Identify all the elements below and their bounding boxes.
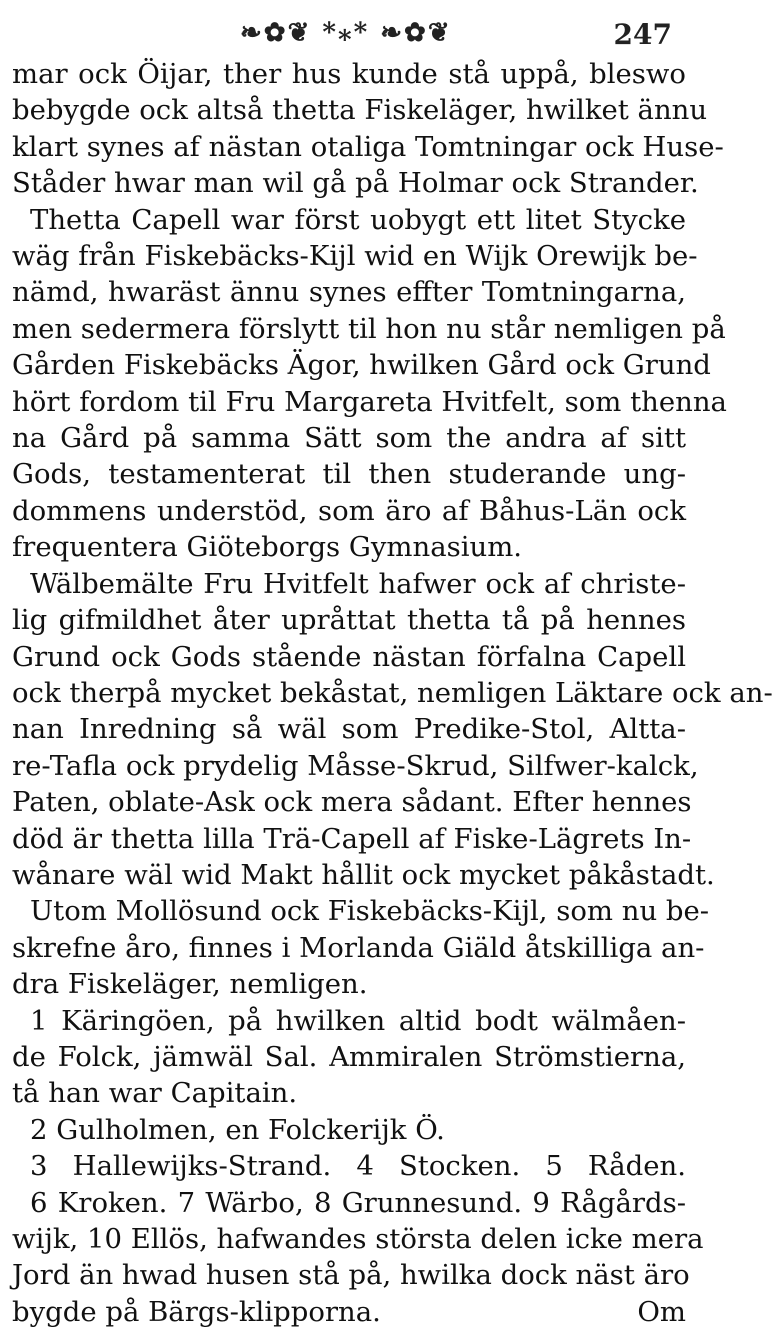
- text-line: skrefne åro, finnes i Morlanda Giäld åtskilliga an-: [12, 931, 705, 964]
- text-line: 6 Kroken. 7 Wärbo, 8 Grunnesund. 9 Rågårds-: [30, 1186, 686, 1219]
- header-ornament: ❧✿❦ *⁎* ❧✿❦: [240, 18, 452, 48]
- body-text: [12, 56, 773, 1330]
- text-line: dommens understöd, som äro af Båhus-Län ock: [12, 494, 686, 527]
- text-line: ock therpå mycket bekåstat, nemligen Läktare ock an-: [12, 676, 773, 709]
- text-line: Gården Fiskebäcks Ägor, hwilken Gård ock Grund: [12, 349, 711, 382]
- text-line: bebygde ock altså thetta Fiskeläger, hwilket ännu: [12, 94, 708, 127]
- text-line: nan Inredning så wäl som Predike-Stol, Altta-: [12, 713, 686, 746]
- last-line-row: [12, 1294, 686, 1330]
- text-line: frequentera Giöteborgs Gymnasium.: [12, 531, 523, 564]
- text-line: mar ock Öijar, ther hus kunde stå uppå, bleswo: [12, 58, 686, 90]
- text-line: hört fordom til Fru Margareta Hvitfelt, som thenna: [12, 385, 727, 418]
- text-line: tå han war Capitain.: [12, 1077, 298, 1110]
- text-line: bygde på Bärgs-klipporna.: [12, 1295, 381, 1328]
- text-line: men sedermera förslytt til hon nu står nemligen på: [12, 312, 726, 345]
- page-number: 247: [613, 18, 672, 51]
- text-line: Utom Mollösund ock Fiskebäcks-Kijl, som nu be-: [30, 895, 710, 928]
- catchword: Om: [637, 1295, 686, 1328]
- text-line: Thetta Capell war först uobygt ett litet Stycke: [30, 203, 686, 236]
- text-line: 1 Käringöen, på hwilken altid bodt wälmåen-: [30, 1004, 686, 1037]
- page-header: [12, 8, 686, 56]
- text-line: dra Fiskeläger, nemligen.: [12, 968, 368, 1001]
- text-line: wäg från Fiskebäcks-Kijl wid en Wijk Orewijk be-: [12, 240, 698, 273]
- text-line: 3 Hallewijks-Strand. 4 Stocken. 5 Råden.: [30, 1150, 686, 1183]
- text-line: lig gifmildhet åter upråttat thetta tå på hennes: [12, 604, 686, 637]
- text-line: 2 Gulholmen, en Folckerijk Ö.: [30, 1113, 445, 1146]
- text-line: död är thetta lilla Trä-Capell af Fiske-Lägrets In-: [12, 822, 692, 855]
- text-line: Grund ock Gods stående nästan förfalna Capell: [12, 640, 686, 673]
- text-line: nämd, hwaräst ännu synes effter Tomtningarna,: [12, 276, 686, 309]
- text-line: Wälbemälte Fru Hvitfelt hafwer ock af christe-: [30, 567, 686, 600]
- text-line: klart synes af nästan otaliga Tomtningar ock Huse-: [12, 130, 724, 163]
- text-line: wånare wäl wid Makt hållit ock mycket påkåstadt.: [12, 858, 715, 891]
- text-line: re-Tafla ock prydelig Måsse-Skrud, Silfwer-kalck,: [12, 749, 699, 782]
- text-line: Jord än hwad husen stå på, hwilka dock näst äro: [12, 1259, 690, 1292]
- text-line: Paten, oblate-Ask ock mera sådant. Efter hennes: [12, 786, 692, 819]
- text-line: de Folck, jämwäl Sal. Ammiralen Strömstierna,: [12, 1040, 686, 1073]
- text-line: Ståder hwar man wil gå på Holmar ock Strander.: [12, 167, 699, 200]
- text-line: na Gård på samma Sätt som the andra af sitt: [12, 422, 686, 455]
- text-line: Gods, testamenterat til then studerande ung-: [12, 458, 686, 491]
- text-line: wijk, 10 Ellös, hafwandes största delen icke mera: [12, 1223, 704, 1255]
